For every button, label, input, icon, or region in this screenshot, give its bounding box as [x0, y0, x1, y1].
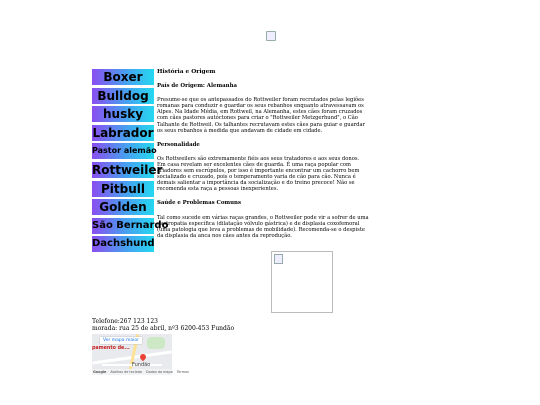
- embedded-map[interactable]: [92, 334, 189, 375]
- nav-sao-bernardo[interactable]: São Bernardo: [92, 218, 154, 234]
- breed-nav: [92, 69, 169, 255]
- heading-history: História e Origem: [157, 69, 216, 75]
- map-city-label: Fundão: [132, 362, 151, 368]
- contact-info: [92, 318, 234, 332]
- nav-boxer[interactable]: Boxer: [92, 69, 154, 85]
- banner-image-broken: [266, 31, 276, 41]
- paragraph-health: Tal como sucede em várias raças grandes, o Rottweiler pode vir a sofrer de uma gastropatia específica (dilatação vólvulo gástrica) e de displasia coxofemoral (uma patologia que leva a problemas de mobilidade). Recomenda-se o despiste da displasia da anca nos cães antes da reprodução.: [157, 214, 369, 239]
- nav-pastor-alemao[interactable]: Pastor alemão: [92, 143, 154, 159]
- google-logo: Google: [93, 370, 107, 374]
- nav-pitbull[interactable]: Pitbull: [92, 181, 154, 197]
- nav-rottweiler[interactable]: Rottweiler: [92, 162, 163, 177]
- heading-health: Saúde e Problemas Comuns: [157, 200, 241, 207]
- paragraph-history: Presume-se que os antepassados do Rottweiler foram recrutados pelas legiões romanas para conduzir e guardar os seus rebanhos enquanto atravessavam os Alpes. Na Idade Média, em Rottweil, na Alemanha, estes cães foram cruzados com cães pastores autóctones para criar o "Rottweiler Metzgerhund", o Cão Talhante de Rottweil. Os talhantes recrutavam estes cães para guiar e guardar os seus rebanhos à medida que andavam de cidade em cidade.: [157, 97, 366, 134]
- dog-photo-broken: [271, 251, 333, 313]
- heading-personality: Personalidade: [157, 141, 200, 148]
- nav-golden[interactable]: Golden: [92, 199, 154, 215]
- terms-link[interactable]: Termos: [176, 370, 189, 374]
- map-place-label: pamento de...: [92, 346, 130, 351]
- nav-labrador[interactable]: Labrador: [92, 125, 154, 140]
- phone-text: Telefone:267 123 123: [92, 318, 158, 325]
- map-data-link[interactable]: Dados do mapa: [146, 370, 173, 374]
- address-text: morada: rua 25 de abril, nº3 6200-453 Fundão: [92, 325, 235, 332]
- view-larger-map-link[interactable]: Ver mapa maior: [100, 337, 142, 344]
- nav-dachshund[interactable]: Dachshund: [92, 236, 154, 252]
- map-park-area: [147, 337, 165, 349]
- keyboard-shortcuts-link[interactable]: Atalhos de teclado: [110, 370, 142, 374]
- heading-country: País de Origem: Alemanha: [157, 83, 237, 90]
- nav-husky[interactable]: husky: [92, 106, 154, 122]
- nav-bulldog[interactable]: Bulldog: [92, 88, 154, 104]
- paragraph-personality: Os Rottweilers são extremamente fiéis aos seus tratadores e aos seus donos. Em casa revelam ser excelentes cães de guarda. É uma raça popular com criadores sem escrúpulos, por isso é importante encontrar um cachorro bem socializado e cruzado, pois o temperamento varia de cão para cão. Nunca é demais salientar a importância da socialização e do treino precoce! Não se recomenda esta raça a pessoas inexperientes.: [157, 155, 360, 193]
- article: [157, 69, 369, 247]
- broken-image-icon: [274, 254, 283, 264]
- map-attribution-bar: [92, 369, 189, 375]
